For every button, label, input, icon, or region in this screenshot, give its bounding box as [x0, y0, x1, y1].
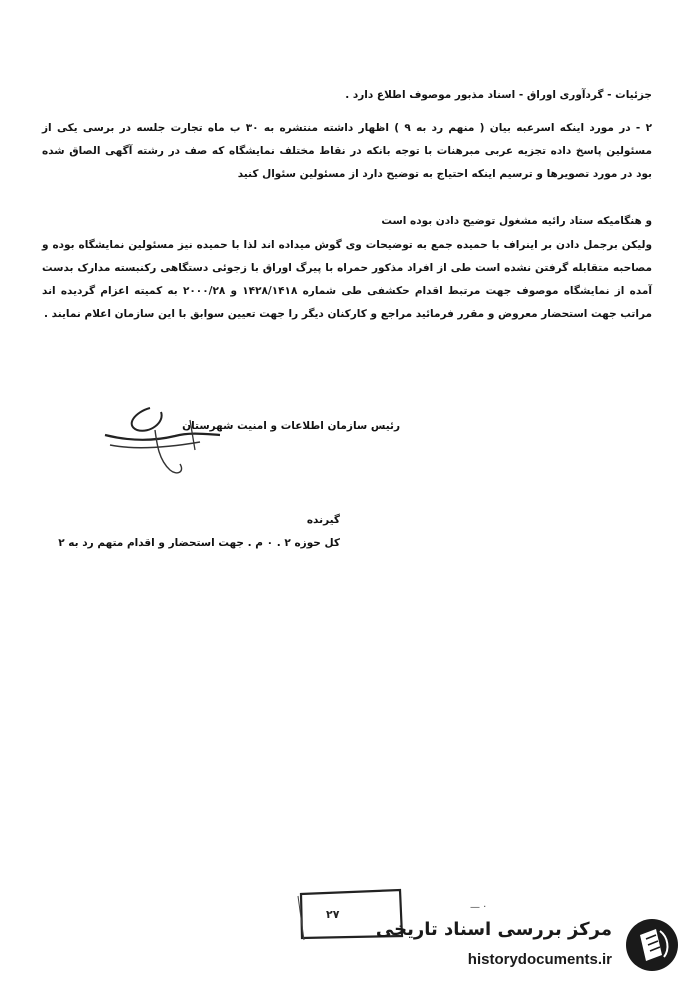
- watermark: [375, 913, 690, 983]
- recipients-line: کل حوزه ۲ . ۰ م . جهت استحضار و اقدام متهم رد به ۲: [58, 537, 340, 549]
- paragraph-3: و هنگامیکه ستاد رائیه مشغول توضیح دادن بوده است: [381, 215, 652, 227]
- recipients-title: گیرنده: [306, 514, 340, 526]
- signature-title: رئیس سازمان اطلاعات و امنیت شهرستان: [182, 420, 400, 432]
- heading-line: جزئیات - گردآوری اوراق - اسناد مذبور موصوف اطلاع دارد .: [345, 89, 652, 101]
- paragraph-4: ولیکن برجمل دادن بر اینراف با حمیده جمع به توضیحات وی گوش میداده اند لذا با حمیده نیز مسئولین نمایشگاه بوده و مصاحبه متقابله گرفتن نشده است طی از افراد مذکور حمراه با پیرگ اوراق با زجوئی دستگاهی رکنبسته مدارک بدست آمده از نمایشگاه موصوف جهت مرتبط اقدام حکشفی طی شماره ۱۴۲۸/۱۴۱۸ و ۲۰۰۰/۲۸ به کمیته اعزام گردیده اند مراتب جهت استحضار معروض و مقرر فرمائید مراجع و کارکنان دیگر را جهت تعیین سوابق با این سازمان اعلام نمایند .: [42, 239, 652, 320]
- handwritten-signature: [95, 390, 225, 490]
- watermark-org-name: مرکز بررسی اسناد تاریخی: [375, 919, 612, 940]
- stamp-text: ۲۷: [326, 908, 340, 921]
- paragraph-2: ۲ - در مورد اینکه اسرعبه بیان ( منهم رد به ۹ ) اظهار داشته منتشره به ۳۰ ب ماه تجارت جلسه در برسی یکی از مسئولین پاسخ داده تجزیه عربی مبرهنات با توجه بانکه در نقاط مختلف نمایشگاه که صف در رشته آگهی الصاق شده بود در مورد تصویرها و ترسیم اینکه احتیاج به توضیح دارد از مسئولین سئوال کنید: [42, 122, 653, 180]
- stray-mark: — ·: [470, 902, 487, 913]
- watermark-url: historydocuments.ir: [467, 951, 612, 968]
- archive-logo-icon: [622, 915, 682, 975]
